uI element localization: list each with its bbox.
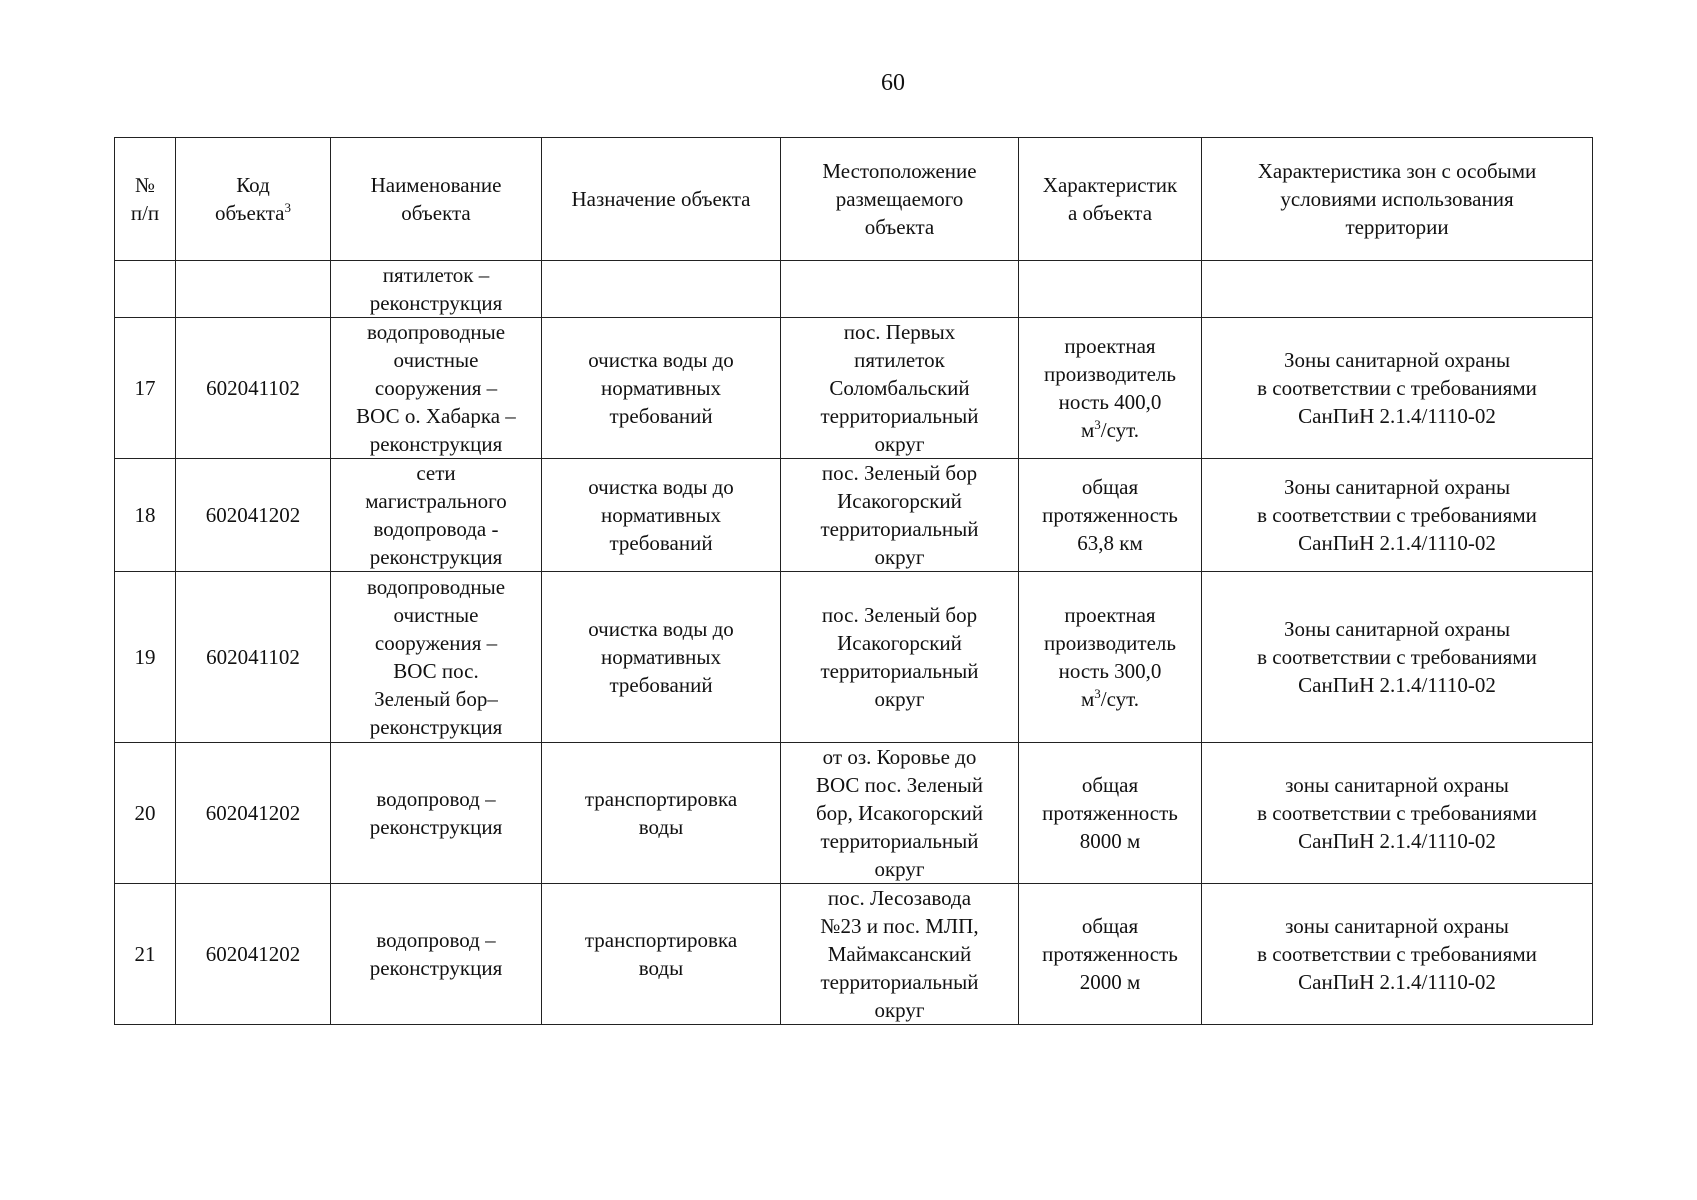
header-num: № п/п	[115, 138, 176, 261]
header-location: Местоположение размещаемого объекта	[781, 138, 1019, 261]
page-number: 60	[881, 70, 905, 96]
cell-characteristic	[1019, 261, 1202, 318]
cell-characteristic: проектная производитель ность 300,0 $м^3$/сут.	[1019, 572, 1202, 743]
cell-purpose: очистка воды до нормативных требований	[542, 459, 781, 572]
cell-name: водопроводные очистные сооружения – ВОС пос. Зеленый бор– реконструкция	[331, 572, 542, 743]
unit-superscript: 3	[1094, 686, 1101, 701]
cell-location: пос. Зеленый бор Исакогорский территориальный округ	[781, 459, 1019, 572]
footnote-marker: 3	[284, 200, 292, 215]
header-characteristic: Характеристик а объекта	[1019, 138, 1202, 261]
cell-location: от оз. Коровье до ВОС пос. Зеленый бор, Исакогорский территориальный округ	[781, 743, 1019, 884]
cell-code: 602041102	[176, 572, 331, 743]
cell-num: 18	[115, 459, 176, 572]
cell-zones: зоны санитарной охраны в соответствии с требованиями СанПиН 2.1.4/1110-02	[1202, 884, 1593, 1025]
table-header-row	[115, 138, 1593, 261]
table-row	[115, 318, 1593, 459]
cell-num: 19	[115, 572, 176, 743]
objects-table	[114, 137, 1593, 1025]
cell-characteristic: общая протяженность 8000 м	[1019, 743, 1202, 884]
table-row	[115, 261, 1593, 318]
cell-code: 602041202	[176, 459, 331, 572]
cell-zones: зоны санитарной охраны в соответствии с требованиями СанПиН 2.1.4/1110-02	[1202, 743, 1593, 884]
cell-zones	[1202, 261, 1593, 318]
cell-num	[115, 261, 176, 318]
table-body	[115, 261, 1593, 1025]
cell-num: 17	[115, 318, 176, 459]
cell-purpose: очистка воды до нормативных требований	[542, 572, 781, 743]
cell-code	[176, 261, 331, 318]
cell-code: 602041102	[176, 318, 331, 459]
cell-zones: Зоны санитарной охраны в соответствии с требованиями СанПиН 2.1.4/1110-02	[1202, 318, 1593, 459]
cell-characteristic: общая протяженность 63,8 км	[1019, 459, 1202, 572]
cell-name: пятилеток – реконструкция	[331, 261, 542, 318]
cell-characteristic: общая протяженность 2000 м	[1019, 884, 1202, 1025]
cell-name: водопровод – реконструкция	[331, 884, 542, 1025]
table-row	[115, 743, 1593, 884]
header-code: Код объекта$^3$	[176, 138, 331, 261]
cell-code: 602041202	[176, 743, 331, 884]
cell-num: 21	[115, 884, 176, 1025]
cell-purpose	[542, 261, 781, 318]
cell-name: водопровод – реконструкция	[331, 743, 542, 884]
unit-superscript: 3	[1094, 417, 1101, 432]
cell-num: 20	[115, 743, 176, 884]
cell-purpose: транспортировка воды	[542, 743, 781, 884]
header-name: Наименование объекта	[331, 138, 542, 261]
cell-zones: Зоны санитарной охраны в соответствии с требованиями СанПиН 2.1.4/1110-02	[1202, 459, 1593, 572]
table-row	[115, 572, 1593, 743]
header-purpose: Назначение объекта	[542, 138, 781, 261]
cell-zones: Зоны санитарной охраны в соответствии с требованиями СанПиН 2.1.4/1110-02	[1202, 572, 1593, 743]
cell-location: пос. Первых пятилеток Соломбальский территориальный округ	[781, 318, 1019, 459]
cell-location	[781, 261, 1019, 318]
cell-code: 602041202	[176, 884, 331, 1025]
cell-name: сети магистрального водопровода - реконструкция	[331, 459, 542, 572]
unit-tail: /сут.	[1100, 687, 1140, 711]
cell-location: пос. Лесозавода №23 и пос. МЛП, Маймаксанский территориальный округ	[781, 884, 1019, 1025]
cell-location: пос. Зеленый бор Исакогорский территориальный округ	[781, 572, 1019, 743]
cell-purpose: транспортировка воды	[542, 884, 781, 1025]
unit-tail: /сут.	[1100, 418, 1140, 442]
cell-name: водопроводные очистные сооружения – ВОС о. Хабарка – реконструкция	[331, 318, 542, 459]
header-zones: Характеристика зон с особыми условиями использования территории	[1202, 138, 1593, 261]
table-row	[115, 459, 1593, 572]
cell-purpose: очистка воды до нормативных требований	[542, 318, 781, 459]
table-row	[115, 884, 1593, 1025]
cell-characteristic: проектная производитель ность 400,0 $м^3$/сут.	[1019, 318, 1202, 459]
